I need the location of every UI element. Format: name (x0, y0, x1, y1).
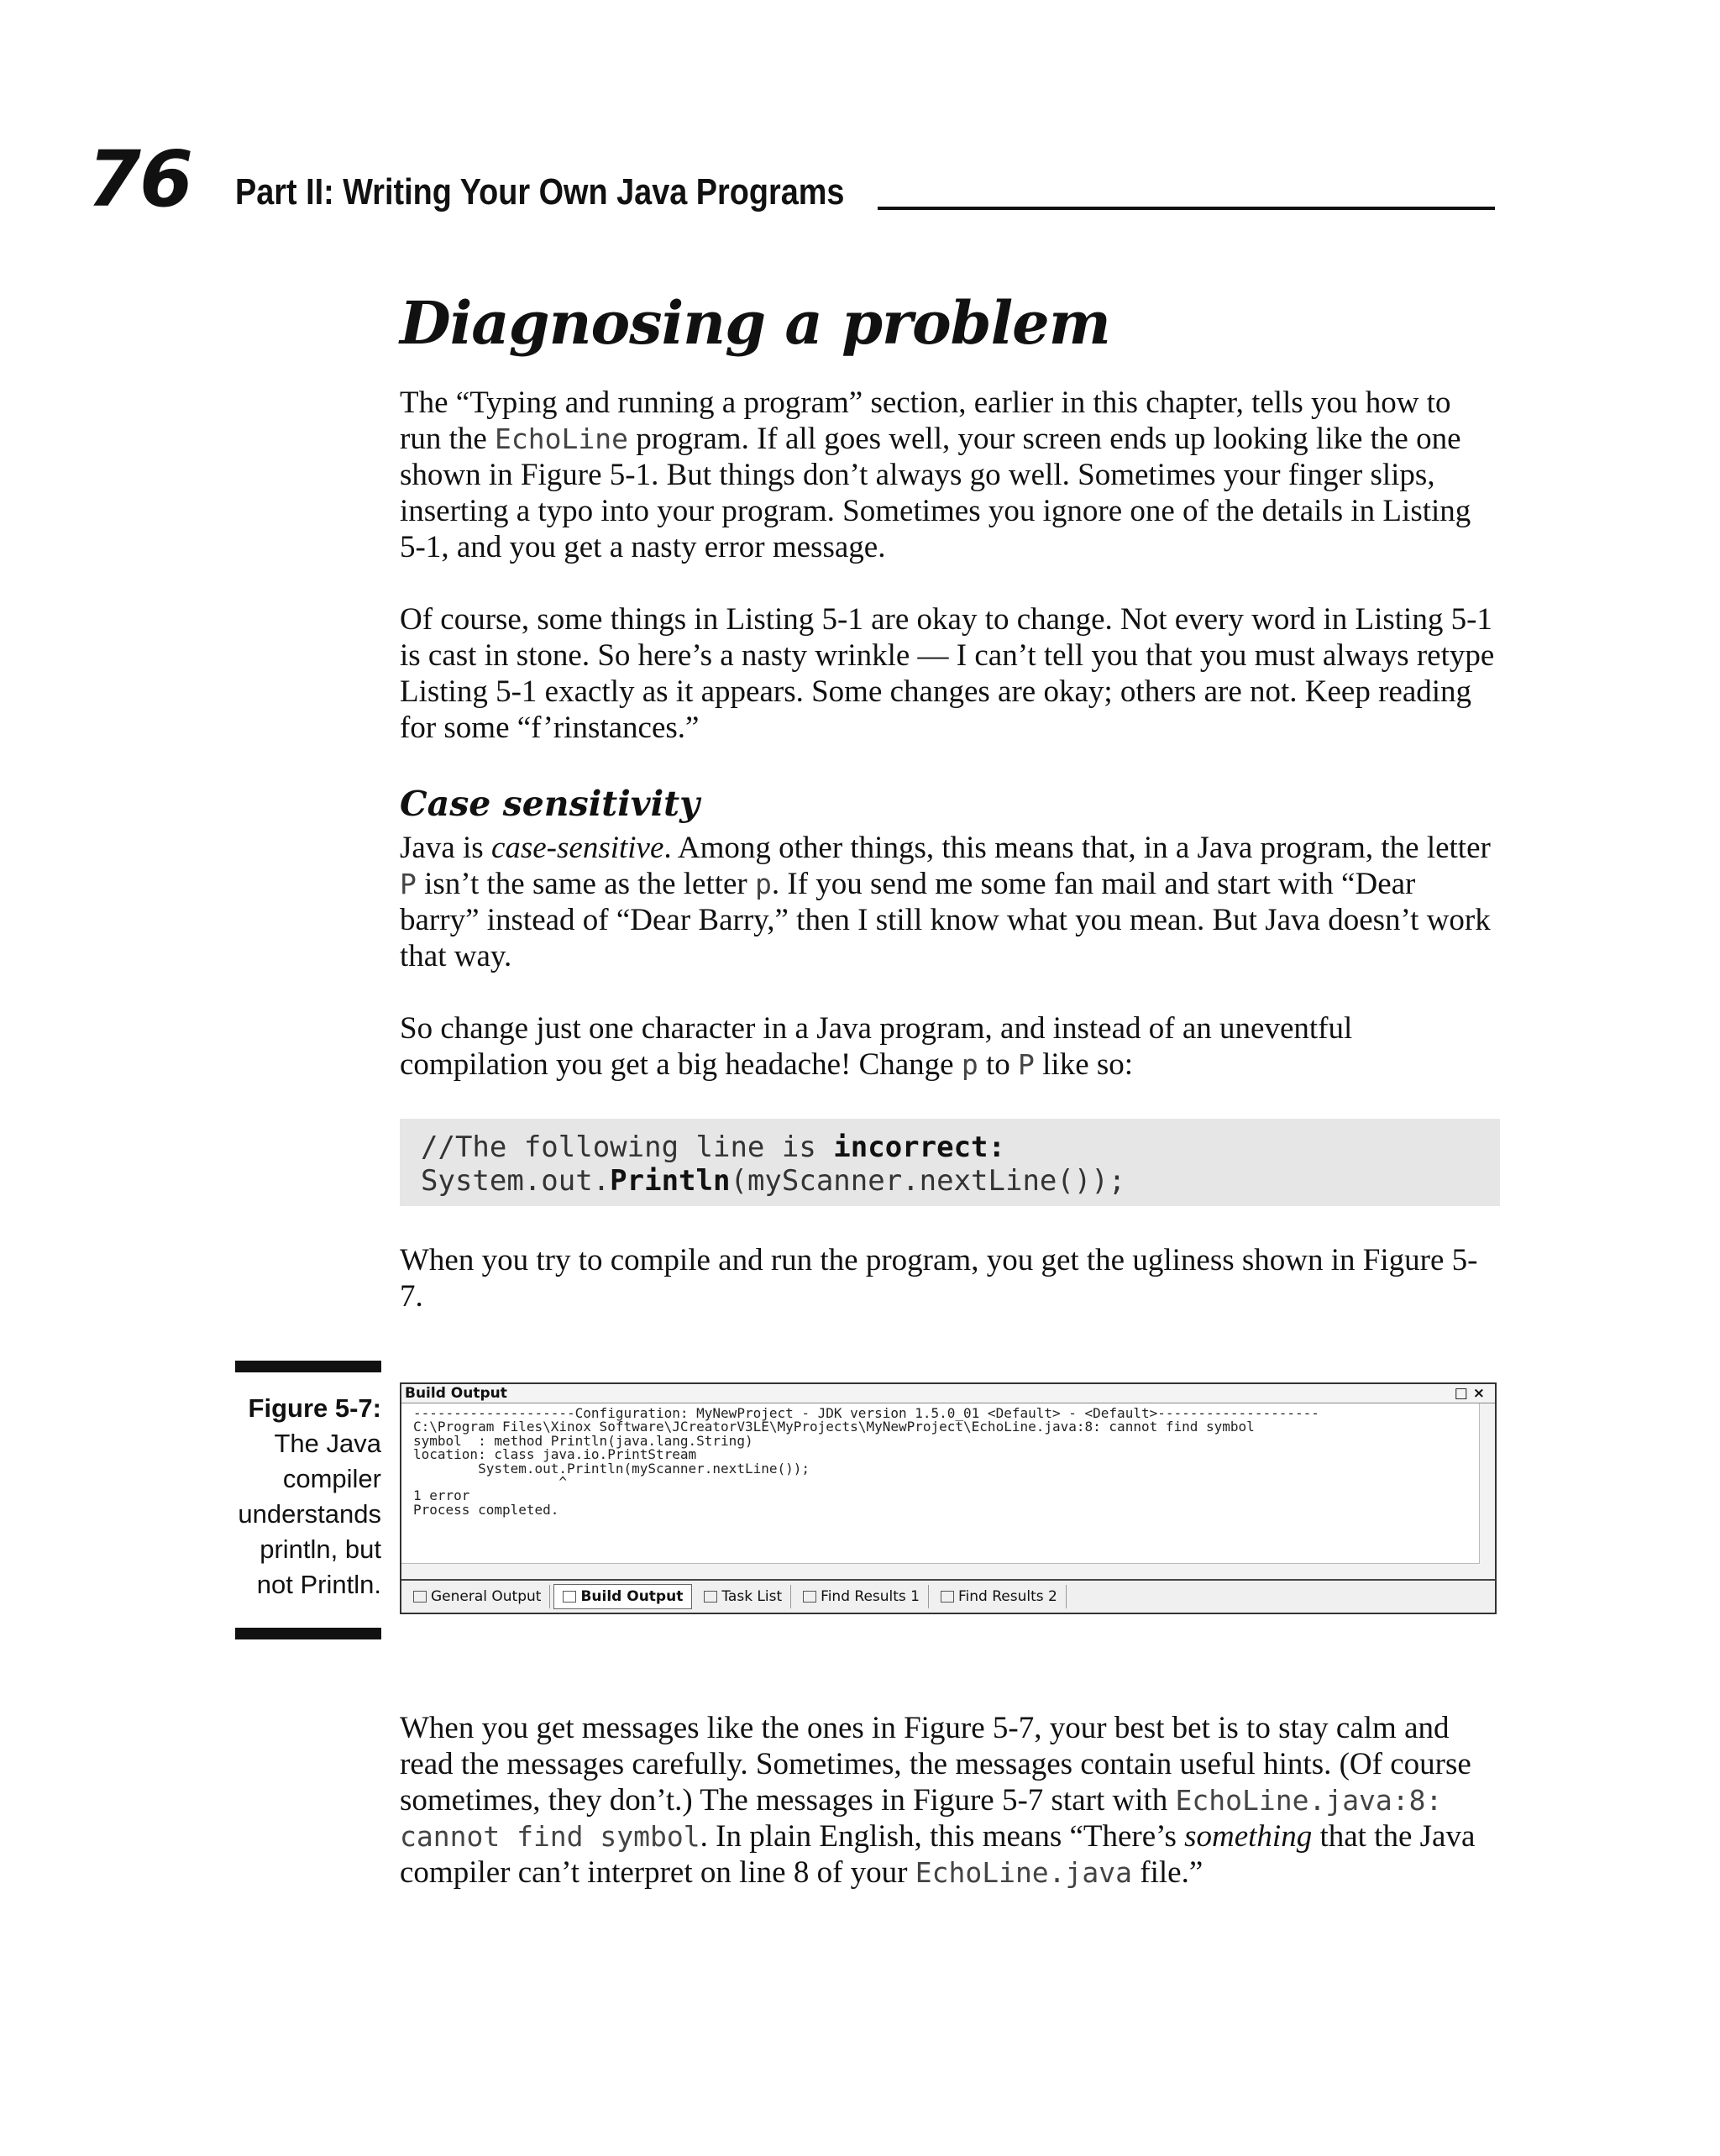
output-icon (413, 1591, 427, 1603)
text: isn’t the same as the letter (416, 867, 755, 901)
code-text: (myScanner.nextLine()); (730, 1164, 1126, 1198)
panel-titlebar (401, 1384, 1495, 1403)
main-content (400, 286, 1500, 1314)
tab-label: Task List (721, 1588, 783, 1605)
text: . In plain English, this means “There’s (700, 1819, 1185, 1854)
text: . If you send me some fan mail and start with “Dear barry” instead of “Dear Barry,” then I still know what you mean. But Java doesn’t work that way. (400, 867, 1491, 973)
code-listing (400, 1119, 1500, 1206)
text: program. If all goes well, your screen ends up looking like the one shown in Figure 5-1. But things don’t always go well. Sometimes your finger slips, inserting a typo into your program. Sometimes you ignore one of the details in Listing 5-1, and you get a nasty error message. (400, 422, 1471, 564)
output-text-area[interactable] (401, 1403, 1480, 1564)
paragraph-4 (400, 1010, 1500, 1083)
code-text-bold: incorrect: (833, 1130, 1005, 1164)
find-icon (803, 1591, 816, 1603)
figure-caption (235, 1361, 381, 1639)
header-rule (878, 207, 1495, 210)
code-text-bold: Println (610, 1164, 731, 1198)
text: So change just one character in a Java program, and instead of an uneventful compilation you get a big headache! Change (400, 1011, 1353, 1082)
output-line: System.out.Println(myScanner.nextLine()); (413, 1460, 810, 1477)
text: Java is (400, 831, 491, 865)
inline-code: p (961, 1048, 978, 1081)
paragraph-1 (400, 385, 1500, 565)
text: like so: (1034, 1047, 1134, 1082)
closing-paragraph-wrapper (400, 1710, 1500, 1891)
tab-general-output[interactable] (405, 1585, 550, 1608)
inline-code: EchoLine.java:8: cannot find symbol (400, 1784, 1443, 1853)
running-head: Part II: Writing Your Own Java Programs (235, 171, 845, 212)
output-tab-bar (401, 1579, 1495, 1613)
page-number: 76 (87, 134, 192, 224)
tab-find-results-1[interactable] (794, 1585, 929, 1608)
output-line: --------------------Configuration: MyNewProject - JDK version 1.5.0_01 <Default> - <Default>-------------------- (413, 1405, 1319, 1421)
tab-label: Find Results 2 (958, 1588, 1057, 1605)
task-list-icon (704, 1591, 717, 1603)
tab-build-output[interactable] (553, 1584, 692, 1609)
code-line-2 (421, 1164, 1479, 1198)
text: that the Java compiler can’t interpret on line 8 of your (400, 1819, 1476, 1890)
text: When you get messages like the ones in Figure 5-7, your best bet is to stay calm and read the messages carefully. Sometimes, the messages contain useful hints. (Of course sometimes, they don’t.) The messages in Figure 5-7 start with (400, 1711, 1471, 1818)
code-text: System.out. (421, 1164, 611, 1198)
tab-task-list[interactable] (695, 1585, 791, 1608)
tab-label: Find Results 1 (821, 1588, 920, 1605)
horizontal-scrollbar[interactable] (401, 1563, 1480, 1579)
caption-rule (235, 1361, 381, 1372)
text: . Among other things, this means that, in a Java program, the letter (663, 831, 1491, 865)
code-text: //The following line is (421, 1130, 834, 1164)
subsection-title: Case sensitivity (400, 784, 700, 824)
inline-code: P (400, 868, 417, 900)
panel-controls[interactable]: □× (1454, 1385, 1490, 1402)
tab-label: General Output (431, 1588, 542, 1605)
paragraph-6 (400, 1710, 1500, 1891)
output-line: C:\Program Files\Xinox Software\JCreatorV3LE\MyProjects\MyNewProject\EchoLine.java:8: cannot find symbol (413, 1419, 1255, 1435)
output-line: Process completed. (413, 1501, 559, 1518)
emphasis: case-sensitive (490, 831, 664, 865)
output-line: location: class java.io.PrintStream (413, 1446, 697, 1463)
find-icon (941, 1591, 954, 1603)
figure-label: Figure 5-7: (248, 1393, 381, 1423)
panel-title: Build Output (405, 1385, 507, 1402)
tab-label: Build Output (580, 1588, 684, 1605)
inline-code: EchoLine (495, 422, 628, 455)
text: to (978, 1047, 1019, 1082)
code-line-1 (421, 1130, 1479, 1164)
inline-code: P (1018, 1048, 1035, 1081)
paragraph-2: Of course, some things in Listing 5-1 are okay to change. Not every word in Listing 5-1 is cast in stone. So here’s a nasty wrinkle — I can’t tell you that you must always retype Listing 5-1 exactly as it appears. Some changes are okay; others are not. Keep reading for some “f’rinstances.” (400, 602, 1495, 745)
paragraph-3 (400, 830, 1500, 974)
build-output-panel (400, 1382, 1497, 1614)
figure-caption-text: The Java compiler understands println, but not Println. (238, 1429, 381, 1599)
text: The “Typing and running a program” section, earlier in this chapter, tells you how to run the (400, 386, 1451, 456)
inline-code: p (755, 868, 772, 900)
output-line: 1 error (413, 1487, 470, 1504)
section-title: Diagnosing a problem (400, 288, 1110, 358)
output-line: symbol : method Println(java.lang.String) (413, 1432, 753, 1449)
caption-rule (235, 1628, 381, 1639)
vertical-scrollbar[interactable] (1479, 1403, 1495, 1579)
paragraph-5: When you try to compile and run the program, you get the ugliness shown in Figure 5-7. (400, 1243, 1478, 1314)
inline-code: EchoLine.java (915, 1856, 1133, 1889)
output-line: ^ (413, 1474, 568, 1491)
emphasis: something (1184, 1819, 1313, 1854)
build-icon (563, 1591, 576, 1603)
tab-find-results-2[interactable] (932, 1585, 1067, 1608)
text: file.” (1132, 1855, 1203, 1890)
